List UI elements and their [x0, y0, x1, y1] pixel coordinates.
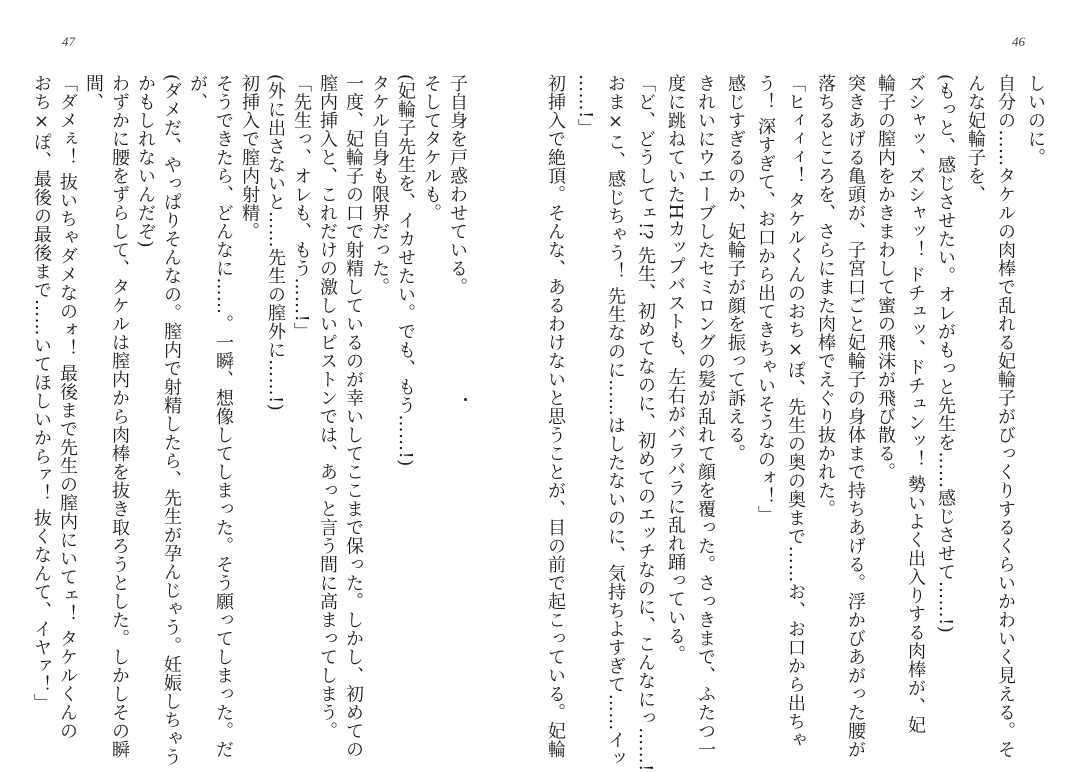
print-speck [464, 398, 467, 401]
text-line: 子自身を戸惑わせている。 [447, 74, 468, 296]
text-line: (外に出さないと……先生の膣外に……!) [265, 74, 286, 412]
text-line: 「ど、どうしてェ!? 先生、初めてなのに、初めてのエッチなのに、こんなにっ……! [635, 74, 656, 772]
text-line: 輪子の膣内をかきまわして蜜の飛沫が飛び散る。 [875, 74, 896, 481]
text-line: んな妃輪子を、 [965, 74, 986, 204]
text-line: (もっと、感じさせたい。オレがもっと先生を……感じさせて……!) [935, 74, 956, 634]
text-line: わずかに腰をずらして、タケルは膣内から肉棒を抜き取ろうとした。しかしその瞬 [109, 74, 130, 759]
left-page-body [31, 74, 468, 767]
text-line: 膣内挿入と、これだけの激しいピストンでは、あっと言う間に高まってしまう。 [317, 74, 338, 740]
text-line: 突きあげる亀頭が、子宮口ごと妃輪子の身体まで持ちあげる。浮かびあがった腰が [845, 74, 866, 759]
text-line: 初挿入で膣内射精。 [239, 74, 260, 241]
text-line: 「ダメぇ！ 抜いちゃダメなのォ！ 最後まで先生の膣内にいてェ！ タケルくんの [57, 74, 78, 741]
text-line: が、 [187, 74, 208, 111]
text-line: ……!」 [575, 74, 596, 138]
right-page-body [545, 74, 1046, 772]
text-line: タケル自身も限界だった。 [369, 74, 390, 296]
text-line: (妃輪子先生を、イカせたい。でも、もう……!) [395, 74, 416, 467]
text-line: そうできたら、どんなに……。一瞬、想像してしまった。そう願ってしまった。だ [213, 74, 234, 759]
text-line: 感じすぎるのか、妃輪子が顔を振って訴える。 [725, 74, 746, 463]
text-line: 一度、妃輪子の口で射精しているのが幸いしてここまで保った。しかし、初めての [343, 74, 364, 759]
left-page-number: 47 [62, 34, 75, 49]
text-line: おま×こ、感じちゃう！ 先生なのに……はしたないのに、気持ちよすぎて……イッ [605, 74, 626, 768]
text-line: かもしれないんだぞ) [135, 74, 156, 249]
text-line: 「先生っ、オレも、もう……!」 [291, 74, 312, 341]
text-line: しいのに。 [1025, 74, 1046, 167]
text-line: 落ちるところを、さらにまた肉棒でえぐり抜かれた。 [815, 74, 836, 518]
text-line: う！ 深すぎて、お口から出てきちゃいそうなのォ！」 [755, 74, 776, 525]
text-line: 自分の……タケルの肉棒で乱れる妃輪子がびっくりするくらいかわいく見える。そ [995, 74, 1016, 759]
text-line: きれいにウエーブしたセミロングの髪が乱れて顔を覆った。さっきまで、ふたつ一 [695, 74, 716, 759]
text-line: そしてタケルも。 [421, 74, 442, 222]
text-line: 「ヒィィィ！ タケルくんのおち×ぽ、先生の奥の奥まで……お、お口から出ちゃ [785, 74, 806, 750]
text-line: おち×ぽ、最後の最後まで……いてほしいからァ！ 抜くなんて、イヤァ！」 [31, 74, 52, 713]
text-line: (ダメだ、やっぱりそんなの。膣内で射精したら、先生が孕んじゃう。妊娠しちゃう [161, 74, 182, 767]
text-line: 初挿入で絶頂。そんな、あるわけないと思うことが、目の前で起こっている。妃輪 [545, 74, 566, 759]
text-line: 度に跳ねていたHカップバストも、左右がバラバラに乱れ踊っている。 [665, 74, 686, 664]
text-line: ズシャッ、ズシャッ！ ドチュッ、ドチュンッ！ 勢いよく出入りする肉棒が、妃 [905, 74, 926, 734]
text-line: 間、 [83, 74, 104, 111]
right-page-number: 46 [1012, 34, 1025, 49]
